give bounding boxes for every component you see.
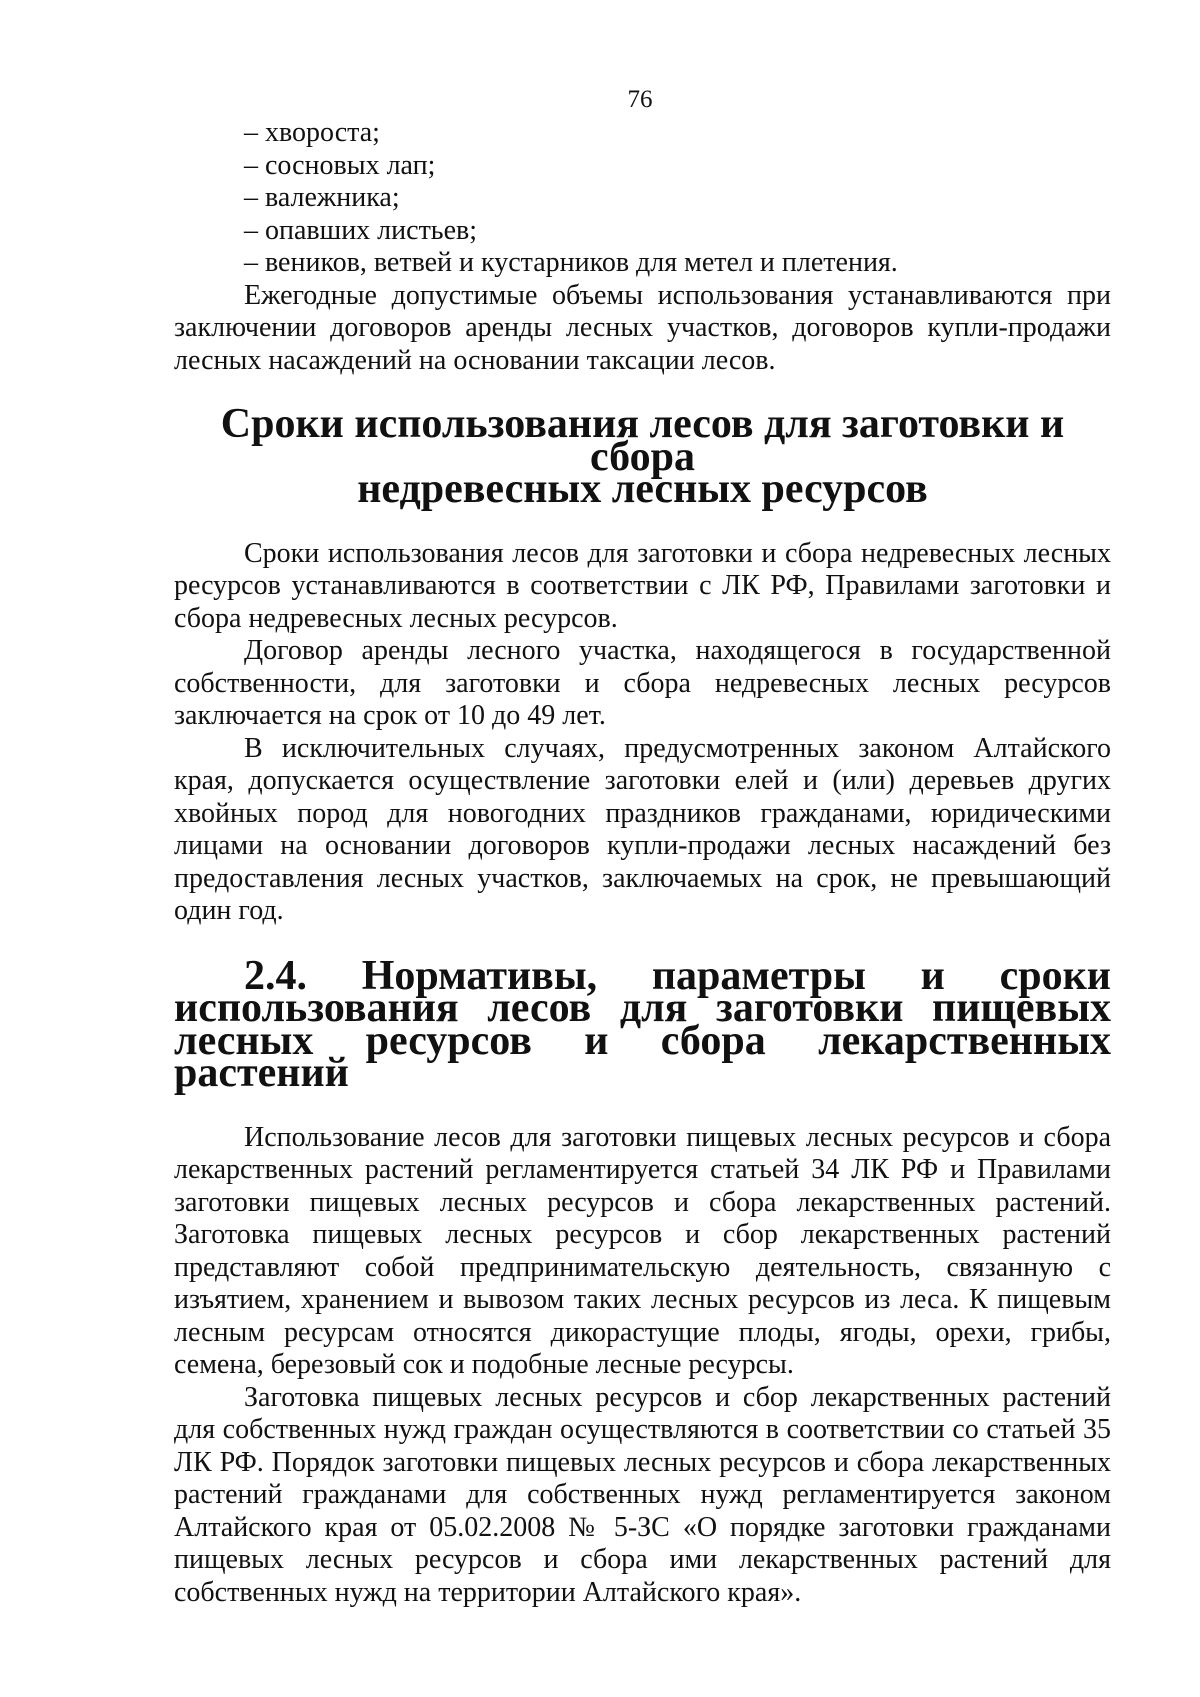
- list-item: – сосновых лап;: [244, 149, 436, 181]
- list-item: – веников, ветвей и кустарников для метел и плетения.: [244, 247, 898, 278]
- section-heading-terms-line-2: недревесных лесных ресурсов: [357, 466, 928, 512]
- section-heading-terms: [174, 401, 1111, 512]
- bullet-list: [174, 117, 1111, 280]
- paragraph-terms-established: Сроки использования лесов для заготовки и сбора недревесных лесных ресурсов устанавливаются в соответствии с ЛК РФ, Правилами заготовки и сбора недревесных лесных ресурсов.: [174, 537, 1111, 634]
- paragraph-annual-volumes: Ежегодные допустимые объемы использования устанавливаются при заключении договоров аренды лесных участков, договоров купли-продажи лесных насаждений на основании таксации лесов.: [174, 279, 1111, 376]
- section-heading-terms-line-1: Сроки использования лесов для заготовки и сбора: [220, 401, 1065, 480]
- page-number: 76: [627, 86, 653, 113]
- list-item: – валежника;: [244, 182, 400, 213]
- paragraph-own-needs-harvesting: Заготовка пищевых лесных ресурсов и сбор лекарственных растений для собственных нужд граждан осуществляются в соответствии со статьей 35 ЛК РФ. Порядок заготовки пищевых лесных ресурсов и сбора лекарственных растений гражданами для собственных нужд регламентируется законом Алтайского края от 05.02.2008 № 5-ЗС «О порядке заготовки гражданами пищевых лесных ресурсов и сбора ими лекарственных растений для собственных нужд на территории Алтайского края».: [174, 1381, 1111, 1608]
- paragraph-lease-agreement: Договор аренды лесного участка, находящегося в государственной собственности, для заготовки и сбора недревесных лесных ресурсов заключается на срок от 10 до 49 лет.: [174, 635, 1111, 731]
- list-item: – опавших листьев;: [244, 214, 477, 246]
- page-content: [174, 117, 1111, 1609]
- section-heading-2-4: 2.4. Нормативы, параметры и сроки использования лесов для заготовки пищевых лесных ресурсов и сбора лекарственных растений: [174, 952, 1111, 1096]
- paragraph-food-resources-usage: Использование лесов для заготовки пищевых лесных ресурсов и сбора лекарственных растений регламентируется статьей 34 ЛК РФ и Правилами заготовки пищевых лесных ресурсов и сбора лекарственных растений. Заготовка пищевых лесных ресурсов и сбор лекарственных растений представляют собой предпринимательскую деятельность, связанную с изъятием, хранением и вывозом таких лесных ресурсов из леса. К пищевым лесным ресурсам относятся дикорастущие плоды, ягоды, орехи, грибы, семена, березовый сок и подобные лесные ресурсы.: [174, 1121, 1111, 1380]
- list-item: – хвороста;: [244, 117, 380, 148]
- paragraph-exceptional-cases: В исключительных случаях, предусмотренных законом Алтайского края, допускается осуществление заготовки елей и (или) деревьев других хвойных пород для новогодних праздников гражданами, юридическими лицами на основании договоров купли-продажи лесных насаждений без предоставления лесных участков, заключаемых на срок, не превышающий один год.: [174, 732, 1111, 926]
